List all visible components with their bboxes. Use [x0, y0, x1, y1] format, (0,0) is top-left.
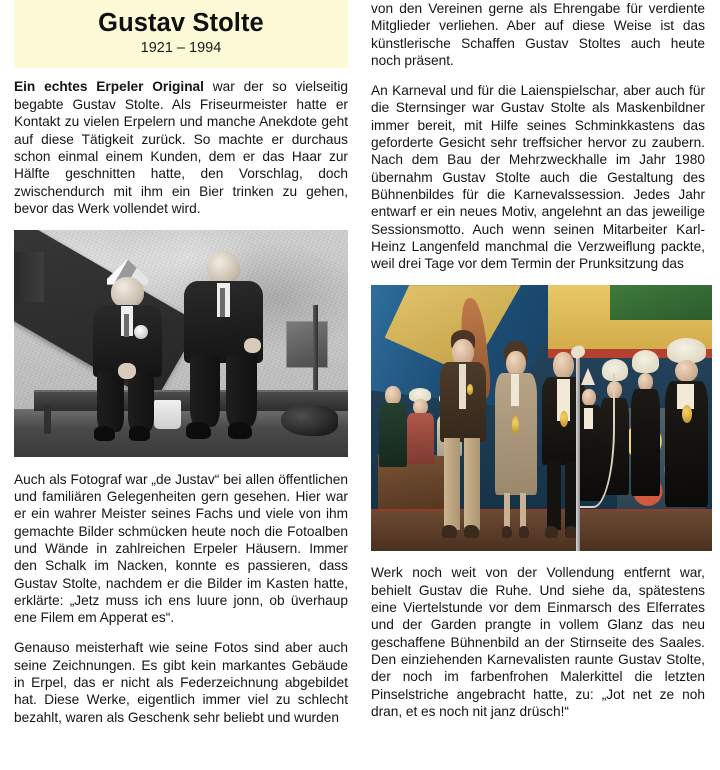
photo-color-trousers	[464, 438, 480, 529]
costume-hat-icon	[632, 350, 659, 372]
photo-color-shoe	[442, 525, 457, 537]
photo-color-microphone-stand	[576, 354, 580, 551]
photo-color-blouse	[511, 374, 519, 405]
photo-color-carnival-stage	[371, 285, 712, 551]
photo-bw-shoe	[129, 426, 150, 441]
paragraph-lead-in: Ein echtes Erpeler Original	[14, 79, 204, 95]
photo-color-torso	[631, 389, 660, 496]
photo-color-shoe	[464, 525, 479, 537]
paragraph-honours: von den Vereinen gerne als Ehrengabe für verdiente Mitglieder verliehen. Aber auf diese Weise ist das künstlerische Schaffen Gustav Stoltes auch heute noch präsent.	[371, 1, 705, 69]
photo-bw-head	[207, 252, 240, 284]
photo-color-shoe	[519, 526, 530, 538]
photo-bw-leg	[226, 355, 256, 427]
paragraph-stage-finish: Werk noch weit von der Vollendung entfernt war, behielt Gustav die Ruhe. Und siehe da, spätestens eine Viertelstunde vor dem Einmarsch des Elferrates und der Garden prangte in vollem Glanz das neu geschaffene Bühnenbild an der Stirnseite des Saales. Den einziehenden Karnevalisten raunte Gustav Stolte, der noch im farbenfrohen Malerkittel die letzten Pinselstriche angebracht hatte, zu: „Jot net ze noh dran, et es noch nit janz drüsch!“	[371, 565, 705, 719]
photo-bw-hand	[244, 338, 261, 353]
paragraph-intro	[14, 78, 348, 217]
photo-color-man-with-glasses	[664, 349, 708, 525]
photo-bw-man-seated	[181, 250, 268, 441]
photo-bw-tie	[124, 314, 129, 338]
life-dates: 1921 – 1994	[140, 40, 222, 57]
photo-color-torso	[379, 403, 407, 467]
photo-bw-wall-alcove	[286, 321, 328, 368]
photo-bw-bench-leg	[44, 405, 51, 435]
photo-color-medal	[682, 405, 692, 423]
page-title: Gustav Stolte	[98, 9, 264, 37]
photo-bw-leg	[190, 355, 220, 427]
photo-color-background-person	[378, 386, 409, 492]
photo-color-head	[553, 352, 573, 379]
photo-bw-two-men-on-bench	[14, 230, 348, 457]
photo-bw-left-post	[14, 252, 44, 302]
photo-color-torso	[407, 413, 435, 464]
photo-bw-hands	[118, 363, 136, 379]
right-column	[371, 0, 705, 770]
paragraph-intro-rest: war der so vielseitig begabte Gustav Stolte. Als Friseurmeister hatte er Kontakt zu vielen Erpelern und manche Anekdote geht auf diese Tätigkeit zurück. So machte er durchaus schon einmal einem Kunden, dem er das Haar zur Hälfte geschnitten hatte, den Vorschlag, doch zwischendurch mit ihm ein Bier trinken zu gehen, bevor das Werk vollendet wird.	[14, 79, 348, 216]
photo-color-costumed-person	[630, 362, 661, 511]
paragraph-photographer: Auch als Fotograf war „de Justav“ bei allen öffentlichen und familiären Gelegenheiten gern gesehen. Hier war er ein wahrer Meister seines Fachs und viele von ihm gemachte Bilder schmücken heute noch die Fotoalben und Wände in zahlreichen Erpeler Häusern. Immer den Schalk im Nacken, konnte es passieren, dass Gustav Stolte, nachdem er die Bilder im Kasten hatte, erklärte: „Jetz muss ich ens luure jonn, ob üverhaup ene Filem em Apperat es“.	[14, 471, 348, 626]
photo-color-green-panel	[610, 285, 712, 320]
photo-color-shoe	[502, 526, 513, 538]
photo-color-leg	[520, 493, 525, 530]
photo-color-head	[675, 360, 698, 383]
photo-color-man-light-suit	[439, 330, 487, 537]
photo-bw-shoe	[228, 422, 252, 439]
photo-color-shirt	[459, 364, 466, 410]
photo-bw-shoe	[94, 426, 115, 441]
photo-color-shoe	[545, 526, 558, 537]
photo-color-woman-in-dress	[494, 341, 538, 538]
left-column	[14, 0, 348, 770]
photo-bw-rosette	[134, 325, 148, 339]
photo-bw-tie	[220, 288, 225, 317]
photo-color-head	[638, 373, 653, 391]
photo-bw-leg	[128, 372, 154, 432]
photo-color-leg	[504, 493, 509, 530]
title-block	[14, 0, 348, 68]
photo-bw-shoe	[186, 422, 210, 439]
photo-color-trousers	[444, 438, 460, 529]
photo-bw-bag	[281, 405, 338, 437]
photo-bw-head	[111, 277, 145, 308]
photo-color-trousers	[547, 461, 561, 530]
photo-color-medal	[560, 411, 568, 426]
photo-color-background-person	[405, 392, 436, 482]
photo-bw-leg	[97, 372, 123, 432]
photo-color-medal	[467, 384, 473, 394]
paragraph-drawings: Genauso meisterhaft wie seine Fotos sind aber auch seine Zeichnungen. Es gibt kein markantes Gebäude in Erpel, das er nicht als Federzeichnung abgebildet hat. Diese Werke, eigentlich immer viel zu schlecht bezahlt, waren als Geschenk sehr beliebt und wurden	[14, 640, 348, 725]
photo-bw-man-with-cap	[87, 259, 167, 441]
paragraph-carnival: An Karneval und für die Laienspielschar, aber auch für die Sternsinger war Gustav Stolte als Maskenbildner immer bereit, mit Hilfe seines Schminkkastens das geforderte Gesicht sehr treffsicher hervor zu zaubern. Nach dem Bau der Mehrzweckhalle im Jahr 1980 übernahm Gustav Stolte auch die Gestaltung des Bühnenbildes für die Karnevalssession. Jedes Jahr entwarf er ein neues Motiv, angelehnt an das jeweilige Sessionsmotto. Auch wenn seinen Mitarbeiter Karl-Heinz Langenfeld manchmal die Verzweiflung packte, weil drei Tage vor dem Termin der Prunksitzung das	[371, 82, 705, 272]
